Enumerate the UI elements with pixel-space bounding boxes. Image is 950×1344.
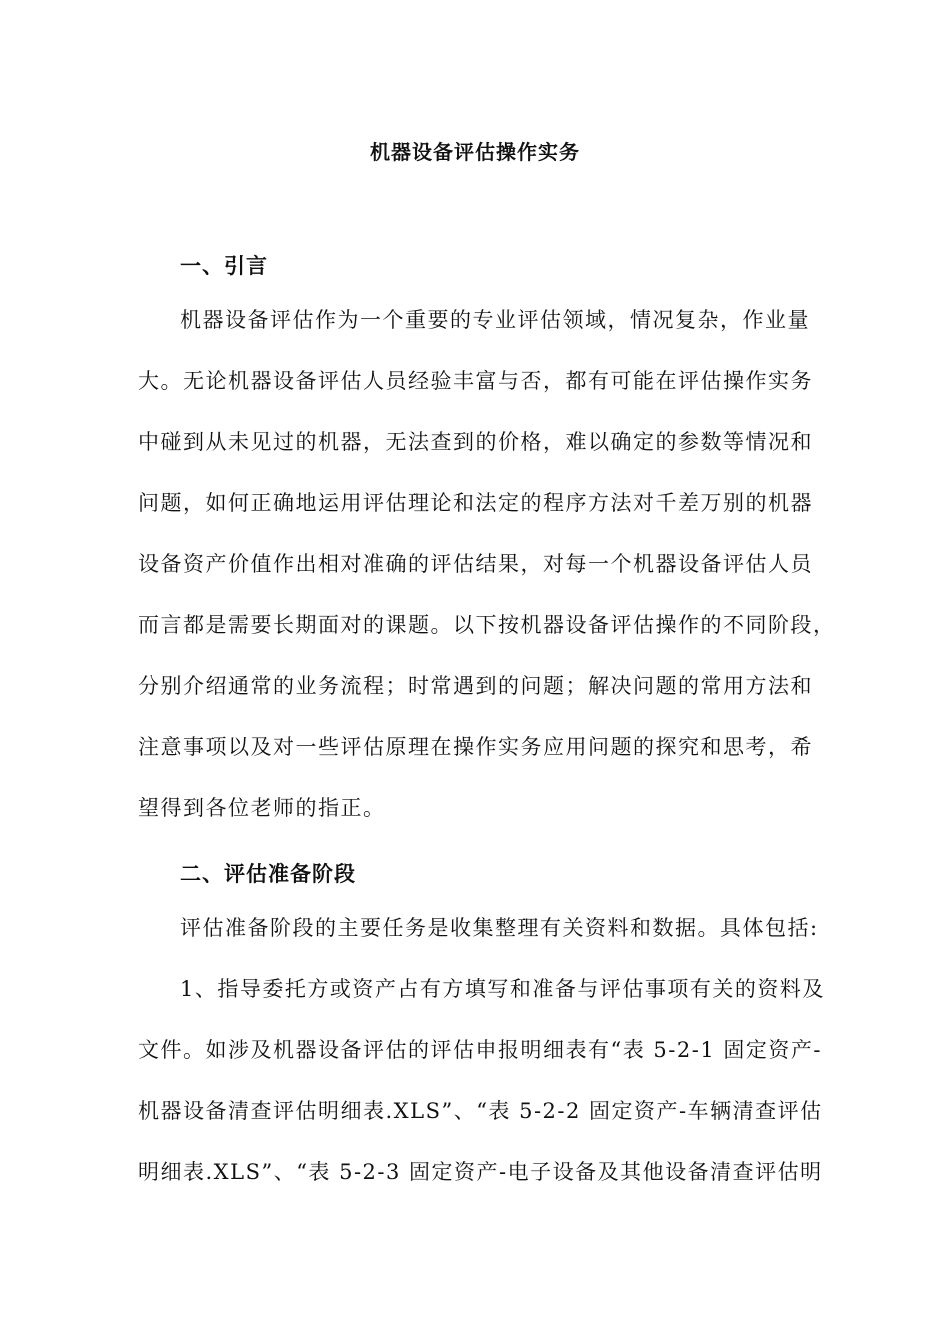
section-heading-introduction: 一、引言	[180, 253, 268, 278]
paragraph-line: 大。无论机器设备评估人员经验丰富与否，都有可能在评估操作实务	[138, 369, 813, 393]
paragraph-line: 问题，如何正确地运用评估理论和法定的程序方法对千差万别的机器	[138, 491, 813, 515]
paragraph-line: 1、指导委托方或资产占有方填写和准备与评估事项有关的资料及	[180, 977, 825, 1001]
paragraph-line: 文件。如涉及机器设备评估的评估申报明细表有“表 5-2-1 固定资产-	[138, 1038, 822, 1062]
document-title: 机器设备评估操作实务	[370, 140, 580, 164]
paragraph-line: 注意事项以及对一些评估原理在操作实务应用问题的探究和思考，希	[138, 735, 813, 759]
paragraph-line: 机器设备评估作为一个重要的专业评估领域，情况复杂，作业量	[180, 308, 810, 332]
paragraph-line: 分别介绍通常的业务流程；时常遇到的问题；解决问题的常用方法和	[138, 674, 813, 698]
paragraph-line: 设备资产价值作出相对准确的评估结果，对每一个机器设备评估人员	[138, 552, 813, 576]
paragraph-line: 明细表.XLS”、“表 5-2-3 固定资产-电子设备及其他设备清查评估明	[138, 1160, 823, 1184]
section-heading-preparation-stage: 二、评估准备阶段	[180, 861, 356, 886]
paragraph-line: 机器设备清查评估明细表.XLS”、“表 5-2-2 固定资产-车辆清查评估	[138, 1099, 823, 1123]
preparation-item-1-paragraph	[138, 959, 826, 1203]
paragraph-line: 评估准备阶段的主要任务是收集整理有关资料和数据。具体包括:	[180, 916, 819, 940]
introduction-paragraph	[138, 290, 836, 839]
paragraph-line: 中碰到从未见过的机器，无法查到的价格，难以确定的参数等情况和	[138, 430, 813, 454]
paragraph-line: 望得到各位老师的指正。	[138, 796, 386, 820]
preparation-intro-paragraph	[138, 898, 826, 959]
paragraph-line: 而言都是需要长期面对的课题。以下按机器设备评估操作的不同阶段，	[138, 613, 836, 637]
